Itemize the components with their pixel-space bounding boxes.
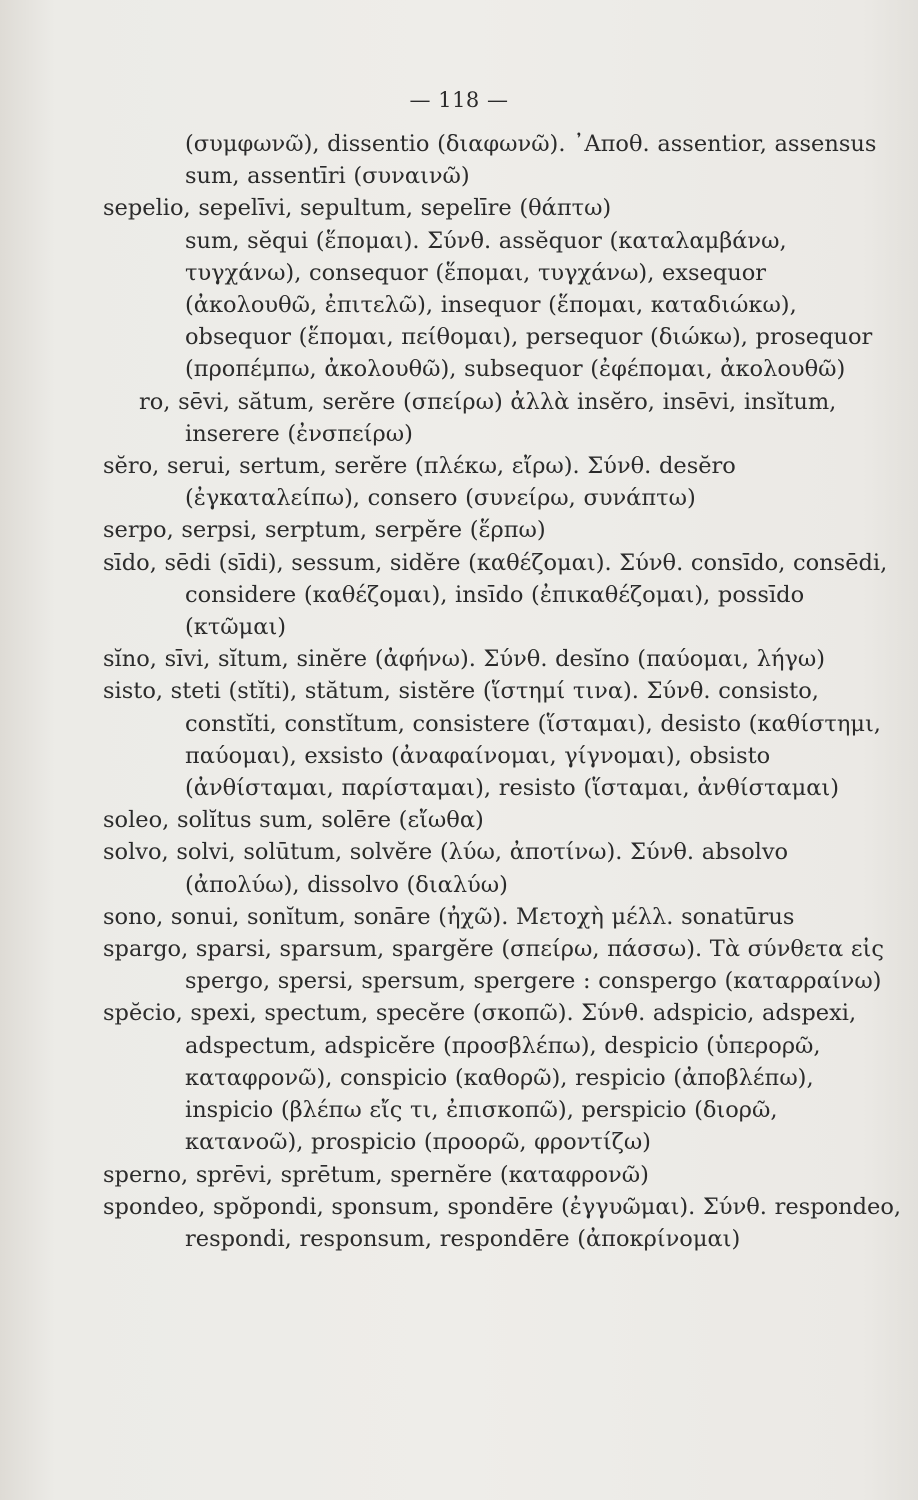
entry-sido: sīdo, sēdi (sīdi), sessum, sidĕre (καθέζομαι). Σύνθ. consīdo, consēdi, considere (καθέζομαι), insīdo (ἐπικαθέζομαι), possīdo (κτῶμαι): [103, 549, 888, 641]
entry-specio: spĕcio, spexi, spectum, specĕre (σκοπῶ). Σύνθ. adspicio, adspexi, adspectum, adspicĕre (προσβλέπω), despicio (ὑπερορῶ, καταφρονῶ), conspicio (καθορῶ), respicio (ἀποβλέπω), inspicio (βλέπω εἴς τι, ἐπισκοπῶ), perspicio (διορῶ, κατανοῶ), prospicio (προορῶ, φροντίζω): [103, 1000, 857, 1156]
dictionary-entries: [103, 128, 903, 1255]
entry-sisto: sisto, steti (stĭti), stătum, sistĕre (ἵστημί τινα). Σύνθ. consisto, constĭti, constĭtum, consistere (ἵσταμαι), desisto (καθίστημι, παύομαι), exsisto (ἀναφαίνομαι, γίγνομαι), obsisto (ἀνθίσταμαι, παρίσταμαι), resisto (ἵσταμαι, ἀνθίσταμαι): [103, 678, 881, 802]
entry-sero-serui: sĕro, serui, sertum, serĕre (πλέκω, εἴρω). Σύνθ. desĕro (ἐγκαταλείπω), consero (συνείρω, συνάπτω): [103, 453, 736, 512]
entry-solvo: solvo, solvi, solūtum, solvĕre (λύω, ἀποτίνω). Σύνθ. absolvo (ἀπολύω), dissolvo (διαλύω): [103, 839, 789, 898]
entry-spondeo: spondeo, spŏpondi, sponsum, spondēre (ἐγγυῶμαι). Σύνθ. respondeo, respondi, responsum, respondēre (ἀποκρίνομαι): [103, 1193, 902, 1252]
page-number: — 118 —: [409, 88, 509, 112]
entry-sono: sono, sonui, sonĭtum, sonāre (ἠχῶ). Μετοχὴ μέλλ. sonatūrus: [103, 903, 795, 930]
entry-sero-sevi: ro, sēvi, sătum, serĕre (σπείρω) ἀλλὰ insĕro, insēvi, insĭtum, inserere (ἐνσπείρω): [139, 388, 837, 447]
entry-soleo: soleo, solĭtus sum, solēre (εἴωθα): [103, 807, 484, 834]
entry-sentio-continued: (συμφωνῶ), dissentio (διαφωνῶ). ᾿Αποθ. assentior, assensus sum, assentīri (συναινῶ): [185, 131, 877, 190]
entry-sequor: sum, sĕqui (ἕπομαι). Σύνθ. assĕquor (καταλαμβάνω, τυγχάνω), consequor (ἕπομαι, τυγχάνω), exsequor (ἀκολουθῶ, ἐπιτελῶ), insequor (ἕπομαι, καταδιώκω), obsequor (ἕπομαι, πείθομαι), persequor (διώκω), prosequor (προπέμπω, ἀκολουθῶ), subsequor (ἐφέπομαι, ἀκολουθῶ): [185, 227, 873, 383]
entry-sepelio: sepelio, sepelīvi, sepultum, sepelīre (θάπτω): [103, 195, 612, 222]
entry-serpo: serpo, serpsi, serptum, serpĕre (ἕρπω): [103, 517, 546, 544]
entry-sperno: sperno, sprēvi, sprētum, spernĕre (καταφρονῶ): [103, 1161, 649, 1188]
entry-sino: sĭno, sīvi, sĭtum, sinĕre (ἀφήνω). Σύνθ. desĭno (παύομαι, λήγω): [103, 646, 826, 673]
entry-spargo: spargo, sparsi, sparsum, spargĕre (σπείρω, πάσσω). Τὰ σύνθετα εἰς spergo, spersi, spersum, spergere : conspergo (καταρραίνω): [103, 936, 884, 995]
